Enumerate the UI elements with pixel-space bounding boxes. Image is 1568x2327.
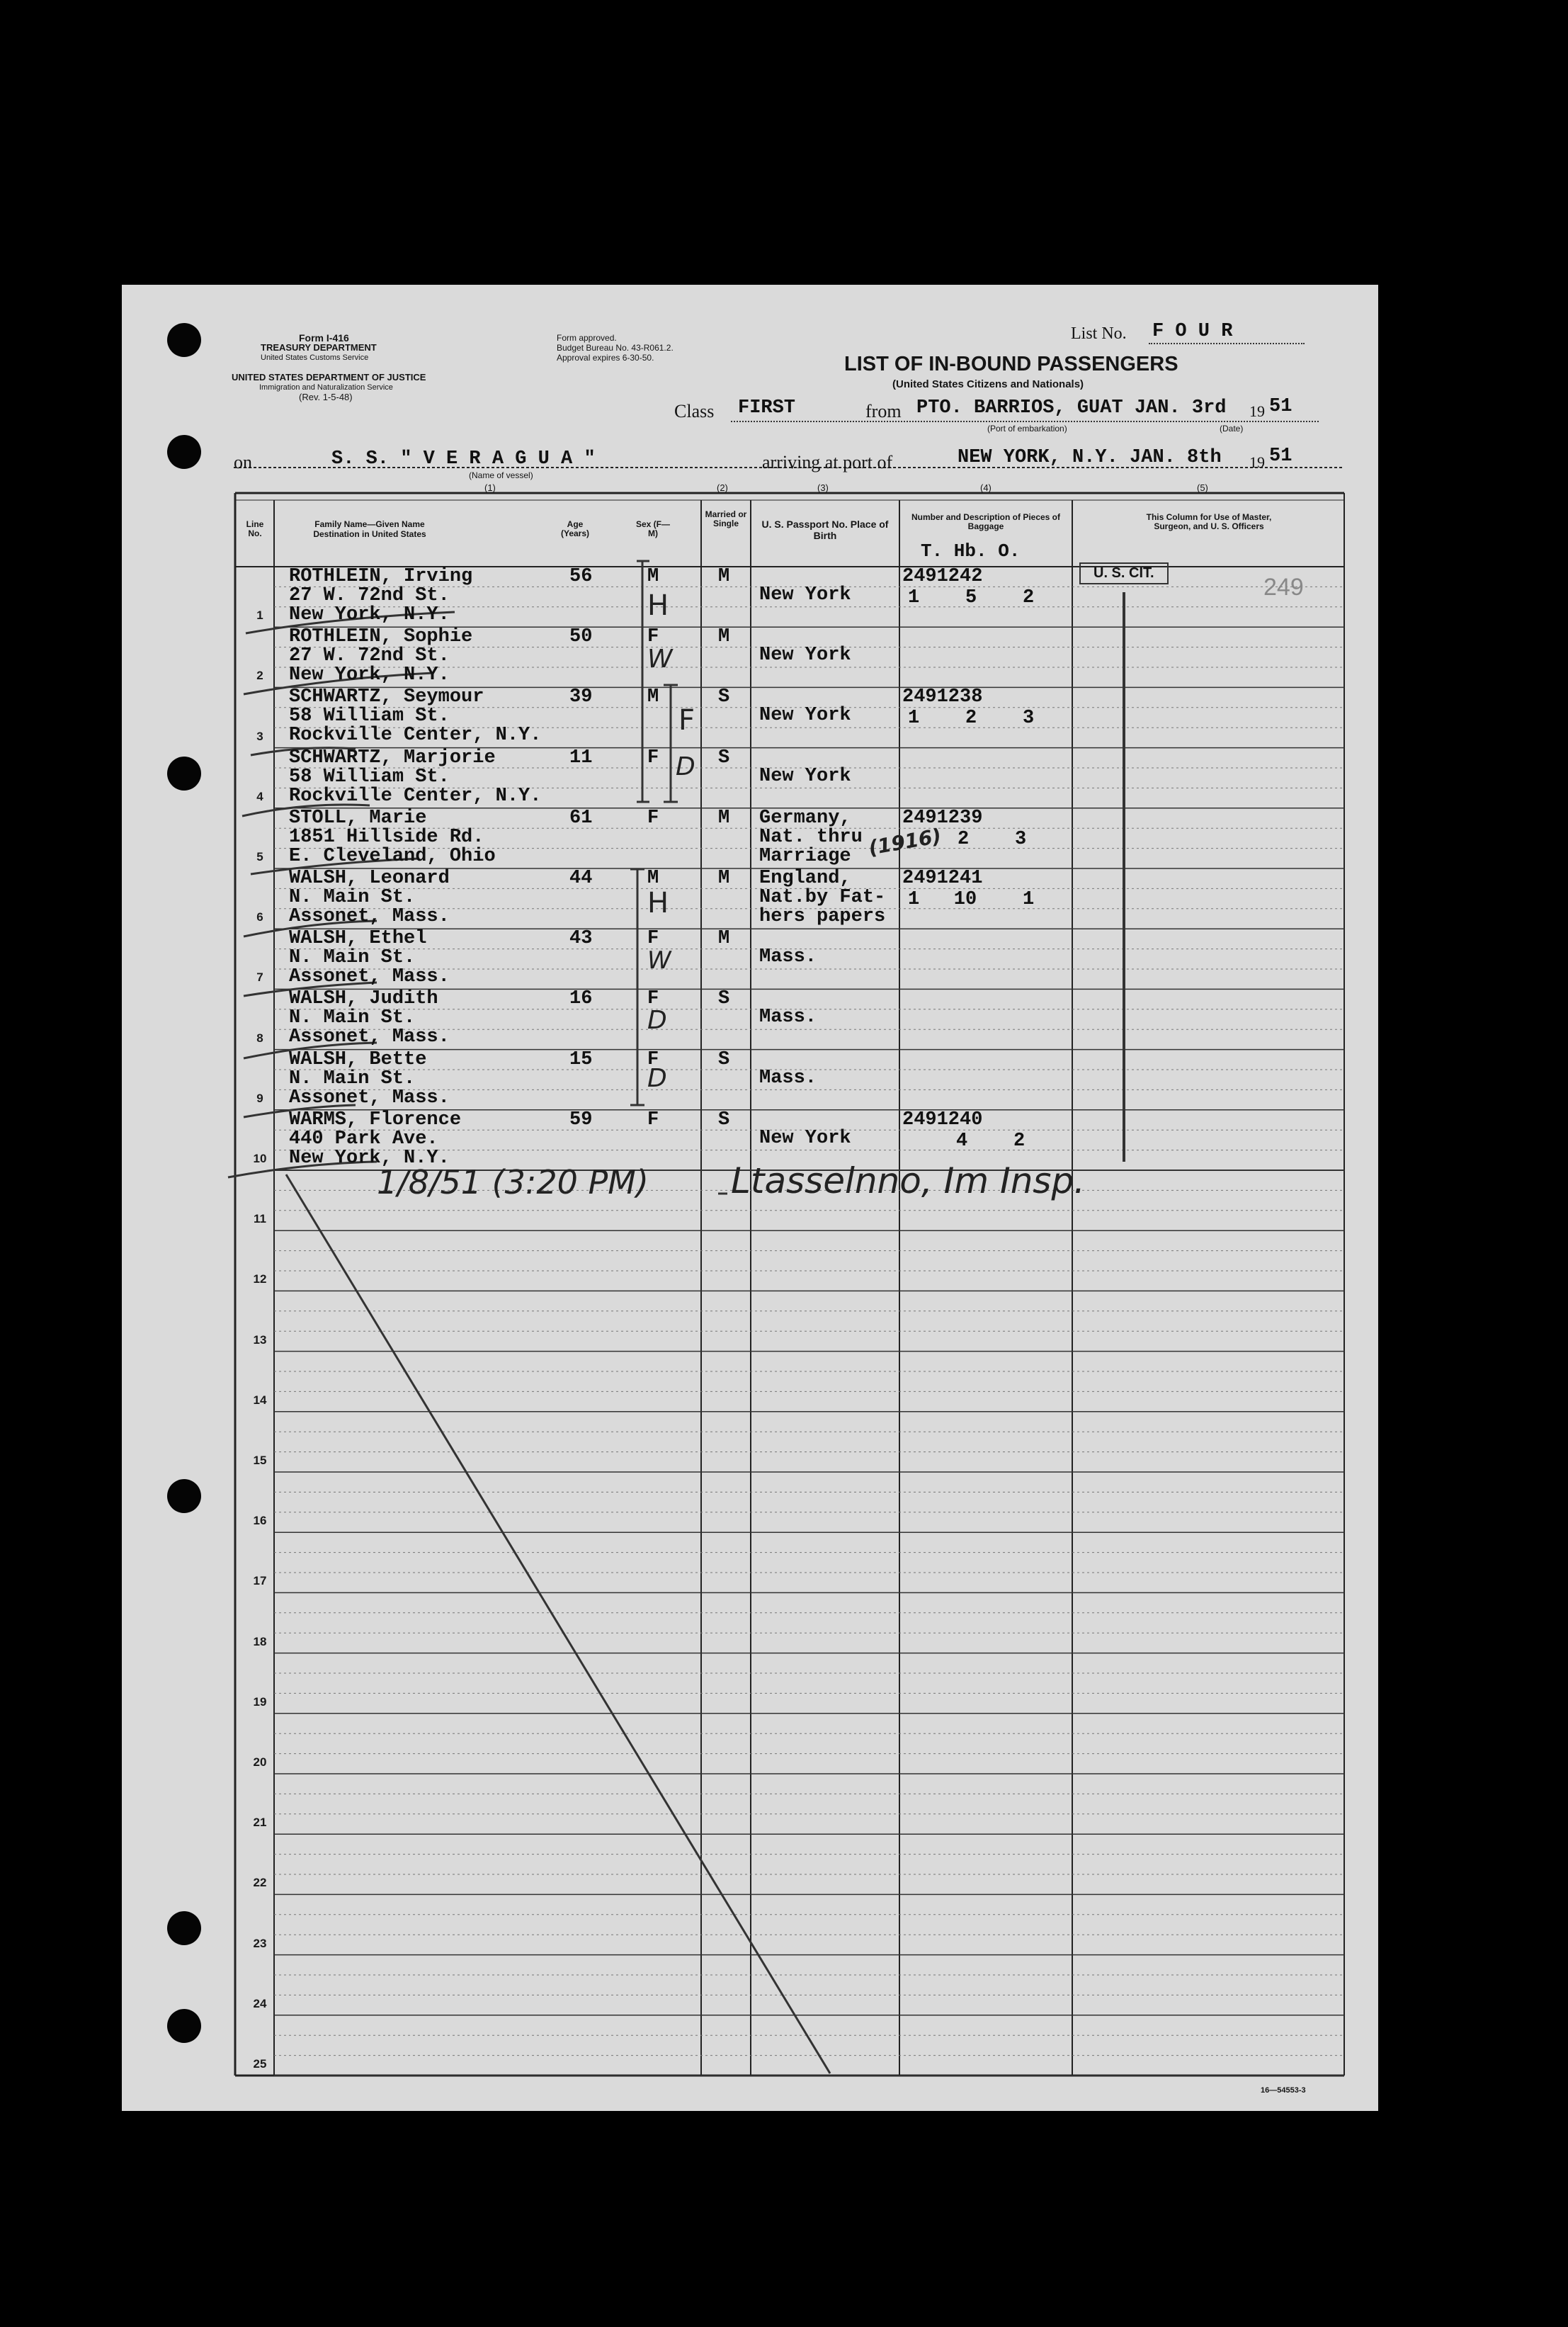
baggage-pieces: 4 2 [956,1130,1026,1152]
address-street: N. Main St. [289,1007,416,1029]
from-label: from [865,401,902,421]
baggage-pieces: 1 10 1 [908,889,1035,910]
passenger-row [122,627,1378,687]
form-subtitle: (United States Citizens and Nationals) [892,378,1084,390]
arriving-label: arriving at port of [762,452,893,472]
form-title: LIST OF IN-BOUND PASSENGERS [844,353,1178,375]
us-cit-stamp: U. S. CIT. [1079,562,1169,584]
binder-hole [167,1479,201,1513]
treasury-dept: TREASURY DEPARTMENT [261,342,377,353]
rel-daughter-4: D [676,752,695,781]
baggage-number: 2491238 [902,686,983,708]
class-label: Class [674,401,715,421]
col-num-1: (1) [484,482,496,493]
place-of-birth-3: Marriage [759,845,851,867]
vessel-caption: (Name of vessel) [469,470,533,480]
age: 16 [569,988,593,1010]
justice-dept: UNITED STATES DEPARTMENT OF JUSTICE [232,372,426,383]
passenger-row [122,868,1378,929]
line-number: 10 [253,1151,267,1165]
footer-code: 16—54553-3 [1261,2086,1306,2095]
passenger-name: SCHWARTZ, Marjorie [289,747,496,769]
manifest-page [122,285,1378,2111]
list-no-value: F O U R [1152,321,1233,342]
sex: F [647,807,659,829]
header-age: Age (Years) [560,519,590,538]
marital-status: S [718,988,730,1010]
age: 59 [569,1109,593,1131]
marital-status: M [718,566,730,587]
baggage-pieces: 1 5 2 [908,587,1035,608]
col-num-3: (3) [817,482,829,493]
rel-father-3: F [678,704,695,737]
col-num-2: (2) [717,482,728,493]
rel-wife-7: W [647,946,671,975]
passenger-row [122,808,1378,868]
line-number: 21 [253,1816,267,1830]
customs-service: United States Customs Service [261,353,369,362]
line-number: 23 [253,1936,267,1950]
address-city: Assonet, Mass. [289,966,450,988]
page-mark: 249 [1263,574,1304,601]
sex: M [647,686,659,708]
line-number: 14 [253,1393,267,1407]
address-city: New York, N.Y. [289,1147,450,1169]
marital-status: S [718,686,730,708]
from-year: 51 [1269,396,1293,417]
date-caption: (Date) [1220,424,1244,434]
col-num-4: (4) [980,482,992,493]
form-number: Form I-416 [299,332,349,344]
line-number: 3 [256,729,263,743]
line-number: 5 [256,849,263,864]
rel-daughter-9: D [647,1064,667,1093]
line-number: 24 [253,1996,267,2010]
place-of-birth: Mass. [759,1067,817,1089]
on-label: on [234,452,252,472]
place-of-birth-2: Nat.by Fat- [759,887,886,908]
age: 50 [569,626,593,648]
line-number: 11 [254,1212,266,1226]
age: 43 [569,928,593,950]
line-number: 25 [253,2057,267,2071]
revision: (Rev. 1-5-48) [299,392,353,402]
address-city: Rockville Center, N.Y. [289,785,542,807]
place-of-birth: New York [759,645,851,667]
passenger-row [122,748,1378,808]
header-married: Married or Single [705,509,747,528]
baggage-number: 2491240 [902,1109,983,1131]
place-of-birth: Mass. [759,1007,817,1029]
passenger-name: ROTHLEIN, Sophie [289,626,473,648]
line-number: 1 [256,608,263,623]
sex: M [647,868,659,889]
line-number: 16 [253,1514,267,1528]
col-num-5: (5) [1197,482,1208,493]
header-name: Family Name—Given Name [314,519,425,529]
passenger-name: SCHWARTZ, Seymour [289,686,484,708]
header-sex: Sex (F—M) [635,519,670,538]
line-number: 4 [256,789,263,803]
rel-wife-2: W [647,645,673,674]
line-number: 2 [256,669,263,683]
sex: F [647,1109,659,1131]
address-street: 27 W. 72nd St. [289,645,450,667]
binder-hole [167,757,201,791]
marital-status: S [718,747,730,769]
line-number: 7 [256,970,263,985]
line-number: 20 [253,1755,267,1769]
address-city: New York, N.Y. [289,664,450,686]
baggage-subheader: T. Hb. O. [921,540,1021,562]
line-number: 8 [256,1031,263,1045]
address-city: Assonet, Mass. [289,1026,450,1048]
age: 11 [569,747,593,769]
baggage-number: 2491241 [902,868,983,889]
address-city: Assonet, Mass. [289,1087,450,1109]
passenger-row [122,687,1378,747]
header-baggage: Number and Description of Pieces of Baggage [911,512,1061,531]
line-number: 9 [256,1091,263,1105]
passenger-name: ROTHLEIN, Irving [289,566,473,587]
form-approved: Form approved. [557,333,617,343]
address-street: N. Main St. [289,947,416,969]
address-street: 27 W. 72nd St. [289,585,450,606]
arriving-value: NEW YORK, N.Y. JAN. 8th [958,447,1222,468]
ins-service: Immigration and Naturalization Service [259,383,393,392]
sex: F [647,988,659,1010]
marital-status: M [718,626,730,648]
address-city: Rockville Center, N.Y. [289,725,542,747]
age: 61 [569,807,593,829]
address-city: E. Cleveland, Ohio [289,845,496,867]
marital-status: S [718,1048,730,1070]
passenger-row [122,567,1378,627]
passenger-name: WALSH, Ethel [289,928,427,950]
passenger-name: WALSH, Bette [289,1048,427,1070]
address-street: 58 William St. [289,706,450,727]
rel-husband-1: H [647,589,669,622]
binder-hole [167,1911,201,1945]
line-number: 15 [253,1454,267,1467]
binder-hole [167,435,201,469]
line-number: 18 [253,1634,267,1648]
rel-daughter-8: D [647,1006,667,1035]
approval-expires: Approval expires 6-30-50. [557,353,654,363]
address-street: N. Main St. [289,1068,416,1089]
binder-hole [167,323,201,357]
class-value: FIRST [738,397,796,419]
baggage-number: 2491239 [902,807,983,829]
sex: F [647,928,659,950]
sex: F [647,747,659,769]
passenger-name: WARMS, Florence [289,1109,462,1131]
line-number: 6 [256,910,263,924]
line-number: 22 [253,1876,267,1890]
marital-status: M [718,928,730,950]
arr-year-prefix: 19 [1249,453,1265,471]
arr-year: 51 [1269,446,1293,467]
place-of-birth: Germany, [759,807,851,829]
line-number: 13 [253,1332,267,1347]
baggage-number: 2491242 [902,566,983,587]
address-street: 58 William St. [289,766,450,788]
passenger-name: WALSH, Judith [289,988,438,1010]
list-no-label: List No. [1071,324,1127,343]
address-street: N. Main St. [289,887,416,908]
header-destination: Destination in United States [313,529,426,539]
baggage-pieces: 1 2 3 [908,708,1035,730]
passenger-row [122,929,1378,989]
age: 39 [569,686,593,708]
header-passport: U. S. Passport No. Place of Birth [761,519,889,541]
inspection-datetime: 1/8/51 (3:20 PM) [377,1163,649,1201]
header-line-no: Line No. [246,519,264,538]
place-of-birth: New York [759,584,851,606]
place-of-birth: New York [759,705,851,727]
budget-bureau: Budget Bureau No. 43-R061.2. [557,343,674,353]
marital-status: M [718,807,730,829]
inspector-signature: Ltasselnno, Im Insp. [731,1160,1086,1201]
from-value: PTO. BARRIOS, GUAT JAN. 3rd [916,397,1227,419]
marital-status: M [718,868,730,889]
header-officers: This Column for Use of Master, Surgeon, and U. S. Officers [1146,512,1272,531]
address-city: Assonet, Mass. [289,906,450,927]
place-of-birth: New York [759,765,851,787]
passenger-name: STOLL, Marie [289,807,427,829]
from-year-prefix: 19 [1249,402,1265,420]
line-number: 17 [253,1574,267,1588]
passenger-row [122,1050,1378,1110]
address-street: 440 Park Ave. [289,1128,438,1150]
naturalization-year: (1916) [866,824,943,860]
rel-husband-6: H [647,887,669,919]
address-street: 1851 Hillside Rd. [289,826,484,848]
place-of-birth: England, [759,868,851,889]
line-number: 19 [253,1694,267,1709]
address-city: New York, N.Y. [289,604,450,625]
vessel-name: S. S. " V E R A G U A " [331,448,596,470]
place-of-birth-3: hers papers [759,906,886,927]
port-caption: (Port of embarkation) [987,424,1067,434]
sex: F [647,626,659,648]
baggage-pieces: 2 3 [958,828,1027,850]
place-of-birth: New York [759,1127,851,1149]
line-number: 12 [253,1272,267,1286]
passenger-name: WALSH, Leonard [289,868,450,889]
marital-status: S [718,1109,730,1131]
age: 15 [569,1048,593,1070]
age: 44 [569,868,593,889]
age: 56 [569,566,593,587]
place-of-birth-2: Nat. thru [759,826,863,848]
sex: M [647,566,659,587]
sex: F [647,1048,659,1070]
binder-hole [167,2009,201,2043]
passenger-row [122,989,1378,1049]
place-of-birth: Mass. [759,946,817,968]
